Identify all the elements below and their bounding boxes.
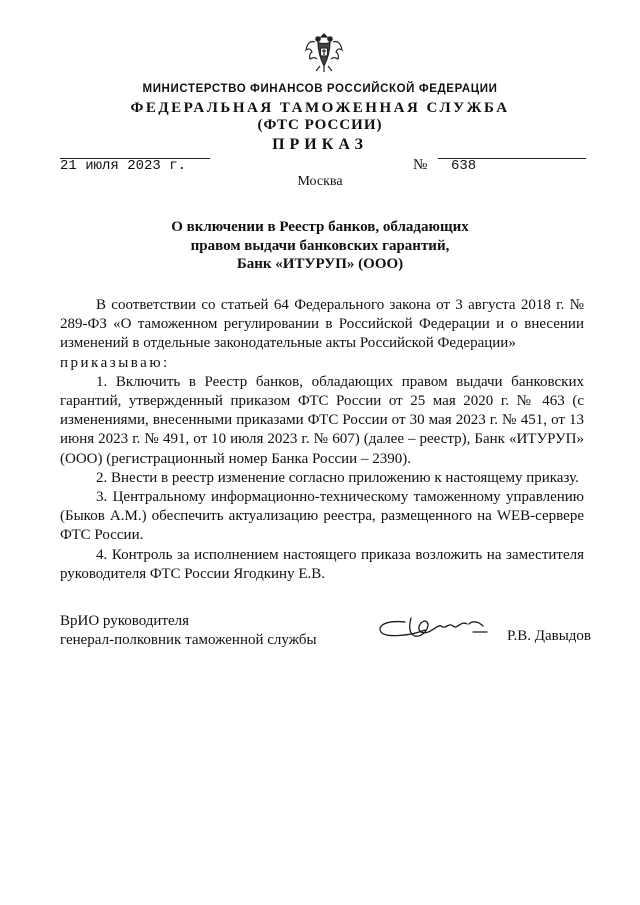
city: Москва	[297, 174, 343, 189]
order-date: 21 июля 2023 г.	[60, 158, 187, 174]
order-item-4: 4. Контроль за исполнением настоящего приказа возложить на заместителя руководителя ФТС России Ягодкину Е.В.	[60, 546, 584, 582]
subject-line-3: Банк «ИТУРУП» (ООО)	[236, 256, 404, 272]
order-item-2: 2. Внести в реестр изменение согласно приложению к настоящему приказу.	[96, 469, 579, 486]
subject-line-2: правом выдачи банковских гарантий,	[190, 237, 450, 254]
position-line-2: генерал-полковник таможенной службы	[60, 632, 317, 648]
order-number: 638	[451, 158, 477, 174]
number-sign: №	[413, 157, 428, 173]
coat-of-arms-icon	[304, 30, 344, 74]
order-body	[60, 296, 584, 584]
signatory-position	[60, 612, 317, 650]
intro-paragraph: В соответствии со статьей 64 Федерального закона от 3 августа 2018 г. № 289-ФЗ «О таможенном регулировании в Российской Федерации и о внесении изменений в отдельные законодательные акты Российской Федерации»	[60, 297, 584, 352]
subject-line-1: О включении в Реестр банков, обладающих	[171, 219, 469, 235]
order-item-3: 3. Центральному информационно-техническому таможенному управлению (Быков А.М.) обеспечить актуализацию реестра, размещенного на WEB-сервере ФТС России.	[60, 489, 584, 544]
ministry-name: МИНИСТЕРСТВО ФИНАНСОВ РОССИЙСКОЙ ФЕДЕРАЦИИ	[142, 83, 498, 95]
service-name: ФЕДЕРАЛЬНАЯ ТАМОЖЕННАЯ СЛУЖБА	[130, 100, 510, 116]
handwritten-signature	[375, 612, 490, 644]
service-short-name: (ФТС РОССИИ)	[257, 117, 383, 133]
document-type: ПРИКАЗ	[272, 136, 368, 153]
order-item-1: 1. Включить в Реестр банков, обладающих правом выдачи банковских гарантий, утвержденный приказом ФТС России от 25 мая 2020 г. № 463 (с изменениями, внесенными приказами ФТС России от 30 мая 2023 г. № 451, от 13 июня 2023 г. № 491, от 10 июля 2023 г. № 607) (далее – реестр), Банк «ИТУРУП» (ООО) (регистрационный номер Банка России – 2390).	[60, 373, 584, 467]
order-subject	[0, 218, 640, 274]
signatory-name: Р.В. Давыдов	[507, 628, 591, 644]
position-line-1: ВрИО руководителя	[60, 613, 190, 629]
order-word: приказываю:	[60, 354, 170, 371]
